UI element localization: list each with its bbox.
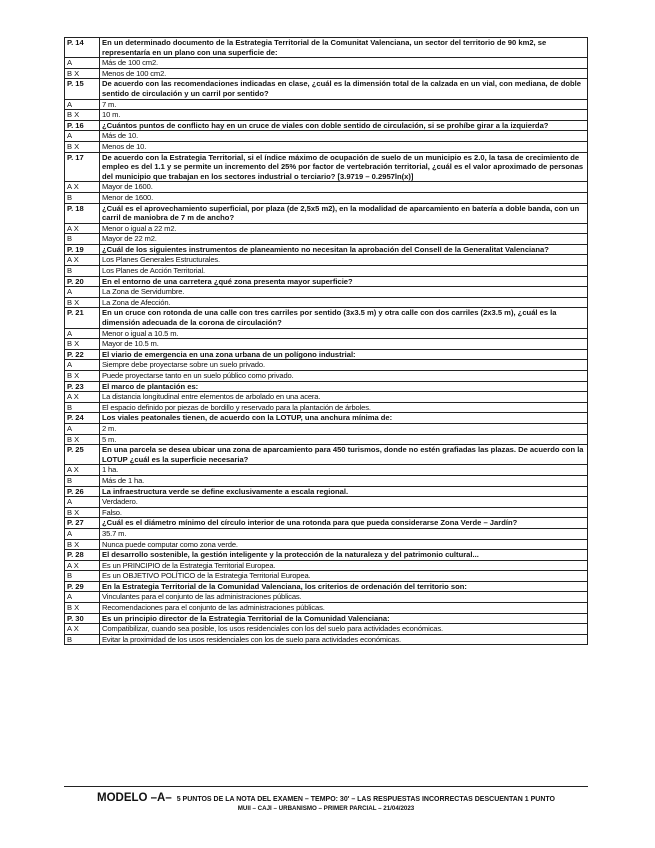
- answer-text: Mayor de 22 m2.: [100, 234, 588, 245]
- answer-row: [65, 141, 588, 152]
- question-row: [65, 581, 588, 592]
- answer-label: A: [65, 592, 100, 603]
- answer-label: A: [65, 131, 100, 142]
- question-number: P. 15: [65, 79, 100, 99]
- question-number: P. 29: [65, 581, 100, 592]
- answer-row: [65, 287, 588, 298]
- answer-label: B X: [65, 110, 100, 121]
- answer-label: A: [65, 423, 100, 434]
- answer-text: Más de 1 ha.: [100, 475, 588, 486]
- answer-row: [65, 234, 588, 245]
- answer-label: A: [65, 497, 100, 508]
- answer-row: [65, 560, 588, 571]
- answer-row: [65, 402, 588, 413]
- answer-text: Recomendaciones para el conjunto de las administraciones públicas.: [100, 603, 588, 614]
- questions-body: [65, 38, 588, 645]
- answer-text: Puede proyectarse tanto en un suelo público como privado.: [100, 371, 588, 382]
- answer-label: A X: [65, 182, 100, 193]
- answer-row: [65, 192, 588, 203]
- answer-label: A X: [65, 624, 100, 635]
- answer-row: [65, 434, 588, 445]
- answer-text: 5 m.: [100, 434, 588, 445]
- answer-label: B X: [65, 141, 100, 152]
- answer-row: [65, 571, 588, 582]
- exam-sheet: [64, 37, 588, 645]
- question-text: La infraestructura verde se define exclusivamente a escala regional.: [100, 486, 588, 497]
- question-number: P. 16: [65, 120, 100, 131]
- answer-label: A X: [65, 465, 100, 476]
- question-row: [65, 349, 588, 360]
- answer-label: A: [65, 287, 100, 298]
- answer-row: [65, 423, 588, 434]
- answer-text: Menor o igual a 22 m2.: [100, 223, 588, 234]
- answer-text: Los Planes de Acción Territorial.: [100, 266, 588, 277]
- answer-row: [65, 592, 588, 603]
- answer-text: Menos de 10.: [100, 141, 588, 152]
- answer-text: Más de 10.: [100, 131, 588, 142]
- answer-label: B: [65, 402, 100, 413]
- answer-label: B: [65, 234, 100, 245]
- question-number: P. 30: [65, 613, 100, 624]
- answer-text: Más de 100 cm2.: [100, 58, 588, 69]
- answer-label: A: [65, 360, 100, 371]
- question-number: P. 22: [65, 349, 100, 360]
- answer-label: A: [65, 328, 100, 339]
- answer-text: El espacio definido por piezas de bordillo y reservado para la plantación de árboles.: [100, 402, 588, 413]
- answer-text: Vinculantes para el conjunto de las administraciones públicas.: [100, 592, 588, 603]
- answer-label: B X: [65, 434, 100, 445]
- answer-label: B X: [65, 507, 100, 518]
- question-text: ¿Cuál es el diámetro mínimo del círculo interior de una rotonda para que pueda considerarse Zona Verde – Jardín?: [100, 518, 588, 529]
- answer-row: [65, 255, 588, 266]
- question-text: El desarrollo sostenible, la gestión inteligente y la protección de la naturaleza y del patrimonio cultural...: [100, 550, 588, 561]
- answer-row: [65, 99, 588, 110]
- answer-row: [65, 297, 588, 308]
- answer-row: [65, 539, 588, 550]
- answer-text: 7 m.: [100, 99, 588, 110]
- question-row: [65, 203, 588, 223]
- answer-row: [65, 68, 588, 79]
- answer-label: B: [65, 475, 100, 486]
- answer-label: B X: [65, 68, 100, 79]
- answer-row: [65, 328, 588, 339]
- question-text: Los viales peatonales tienen, de acuerdo con la LOTUP, una anchura mínima de:: [100, 413, 588, 424]
- answer-text: Menor o igual a 10.5 m.: [100, 328, 588, 339]
- answer-label: B: [65, 571, 100, 582]
- question-row: [65, 244, 588, 255]
- question-text: Es un principio director de la Estrategia Territorial de la Comunidad Valenciana:: [100, 613, 588, 624]
- answer-label: A X: [65, 560, 100, 571]
- answer-label: A X: [65, 223, 100, 234]
- answer-row: [65, 339, 588, 350]
- answer-label: B: [65, 266, 100, 277]
- answer-text: Los Planes Generales Estructurales.: [100, 255, 588, 266]
- question-text: En la Estrategia Territorial de la Comunidad Valenciana, los criterios de ordenación del territorio son:: [100, 581, 588, 592]
- question-text: ¿Cuál de los siguientes instrumentos de planeamiento no necesitan la aprobación del Consell de la Generalitat Valenciana?: [100, 244, 588, 255]
- question-row: [65, 152, 588, 182]
- answer-text: Verdadero.: [100, 497, 588, 508]
- answer-label: A X: [65, 255, 100, 266]
- question-text: El marco de plantación es:: [100, 381, 588, 392]
- answer-row: [65, 475, 588, 486]
- answer-label: B X: [65, 297, 100, 308]
- answer-row: [65, 634, 588, 645]
- answer-row: [65, 182, 588, 193]
- question-row: [65, 308, 588, 328]
- answer-row: [65, 110, 588, 121]
- question-row: [65, 276, 588, 287]
- answer-text: Es un PRINCIPIO de la Estrategia Territorial Europea.: [100, 560, 588, 571]
- answer-text: La Zona de Afección.: [100, 297, 588, 308]
- answer-label: A: [65, 528, 100, 539]
- question-text: De acuerdo con la Estrategia Territorial, si el índice máximo de ocupación de suelo de un municipio es 2.0, la tasa de crecimiento de empleo es del 1.1 y se permite un incremento del 25% por factor de vertebración territorial, ¿cuál es el valor aproximado de personas del municipio que trabajan en los sectores industrial o terciario? [3.9719 – 0.2957ln(x)]: [100, 152, 588, 182]
- question-number: P. 19: [65, 244, 100, 255]
- question-number: P. 21: [65, 308, 100, 328]
- exam-footer: [64, 786, 588, 813]
- answer-row: [65, 465, 588, 476]
- question-row: [65, 613, 588, 624]
- question-text: En una parcela se desea ubicar una zona de aparcamiento para 450 turismos, donde no estén grafiadas las plazas. De acuerdo con la LOTUP ¿cuál es la superficie necesaria?: [100, 445, 588, 465]
- question-text: De acuerdo con las recomendaciones indicadas en clase, ¿cuál es la dimensión total de la calzada en un vial, con mediana, de doble sentido de circulación y un carril por sentido?: [100, 79, 588, 99]
- question-text: El viario de emergencia en una zona urbana de un polígono industrial:: [100, 349, 588, 360]
- answer-text: 1 ha.: [100, 465, 588, 476]
- question-number: P. 26: [65, 486, 100, 497]
- question-row: [65, 445, 588, 465]
- answer-row: [65, 58, 588, 69]
- question-number: P. 14: [65, 38, 100, 58]
- question-number: P. 28: [65, 550, 100, 561]
- answer-text: Menos de 100 cm2.: [100, 68, 588, 79]
- answer-row: [65, 223, 588, 234]
- question-row: [65, 120, 588, 131]
- answer-text: 2 m.: [100, 423, 588, 434]
- questions-table: [64, 37, 588, 645]
- answer-row: [65, 603, 588, 614]
- answer-text: La Zona de Servidumbre.: [100, 287, 588, 298]
- question-number: P. 18: [65, 203, 100, 223]
- question-row: [65, 413, 588, 424]
- answer-row: [65, 371, 588, 382]
- question-number: P. 23: [65, 381, 100, 392]
- answer-text: Falso.: [100, 507, 588, 518]
- answer-text: Mayor de 10.5 m.: [100, 339, 588, 350]
- footer-line-1: [64, 793, 588, 805]
- model-label: MODELO –A–: [96, 792, 172, 804]
- question-row: [65, 381, 588, 392]
- question-number: P. 20: [65, 276, 100, 287]
- answer-label: A: [65, 58, 100, 69]
- question-row: [65, 550, 588, 561]
- answer-text: Siempre debe proyectarse sobre un suelo privado.: [100, 360, 588, 371]
- answer-label: B X: [65, 539, 100, 550]
- answer-text: Nunca puede computar como zona verde.: [100, 539, 588, 550]
- question-text: En el entorno de una carretera ¿qué zona presenta mayor superficie?: [100, 276, 588, 287]
- answer-text: Menor de 1600.: [100, 192, 588, 203]
- question-number: P. 24: [65, 413, 100, 424]
- answer-row: [65, 528, 588, 539]
- answer-text: 10 m.: [100, 110, 588, 121]
- question-text: En un cruce con rotonda de una calle con tres carriles por sentido (3x3.5 m) y otra calle con dos carriles (2x3.5 m), ¿cuál es la dimensión adecuada de la corona de circulación?: [100, 308, 588, 328]
- answer-text: La distancia longitudinal entre elementos de arbolado en una acera.: [100, 392, 588, 403]
- answer-row: [65, 266, 588, 277]
- question-number: P. 17: [65, 152, 100, 182]
- answer-text: Mayor de 1600.: [100, 182, 588, 193]
- question-text: ¿Cuántos puntos de conflicto hay en un cruce de viales con doble sentido de circulación, si se prohíbe girar a la izquierda?: [100, 120, 588, 131]
- footer-course-info: MUII – CAJI – URBANISMO – PRIMER PARCIAL – 21/04/2023: [237, 805, 415, 812]
- question-number: P. 27: [65, 518, 100, 529]
- footer-instructions: 5 PUNTOS DE LA NOTA DEL EXAMEN – TEMPO: 30' – LAS RESPUESTAS INCORRECTAS DESCUENTAN 1 PUNTO: [176, 796, 555, 803]
- answer-label: B X: [65, 371, 100, 382]
- answer-label: B: [65, 192, 100, 203]
- answer-label: B X: [65, 603, 100, 614]
- answer-row: [65, 360, 588, 371]
- question-text: En un determinado documento de la Estrategia Territorial de la Comunitat Valenciana, un sector del territorio de 90 km2, se representaría en un plano con una superficie de:: [100, 38, 588, 58]
- answer-row: [65, 507, 588, 518]
- answer-text: Evitar la proximidad de los usos residenciales con los de suelo para actividades económicas.: [100, 634, 588, 645]
- answer-row: [65, 624, 588, 635]
- question-row: [65, 486, 588, 497]
- answer-row: [65, 497, 588, 508]
- answer-row: [65, 131, 588, 142]
- question-text: ¿Cuál es el aprovechamiento superficial, por plaza (de 2,5x5 m2), en la modalidad de aparcamiento en batería a doble banda, con un carril de maniobra de 7 m de ancho?: [100, 203, 588, 223]
- answer-label: A X: [65, 392, 100, 403]
- answer-text: Compatibilizar, cuando sea posible, los usos residenciales con los del suelo para actividades económicas.: [100, 624, 588, 635]
- answer-label: B X: [65, 339, 100, 350]
- answer-row: [65, 392, 588, 403]
- answer-text: Es un OBJETIVO POLÍTICO de la Estrategia Territorial Europea.: [100, 571, 588, 582]
- question-row: [65, 79, 588, 99]
- answer-label: B: [65, 634, 100, 645]
- answer-label: A: [65, 99, 100, 110]
- question-row: [65, 518, 588, 529]
- answer-text: 35.7 m.: [100, 528, 588, 539]
- question-row: [65, 38, 588, 58]
- question-number: P. 25: [65, 445, 100, 465]
